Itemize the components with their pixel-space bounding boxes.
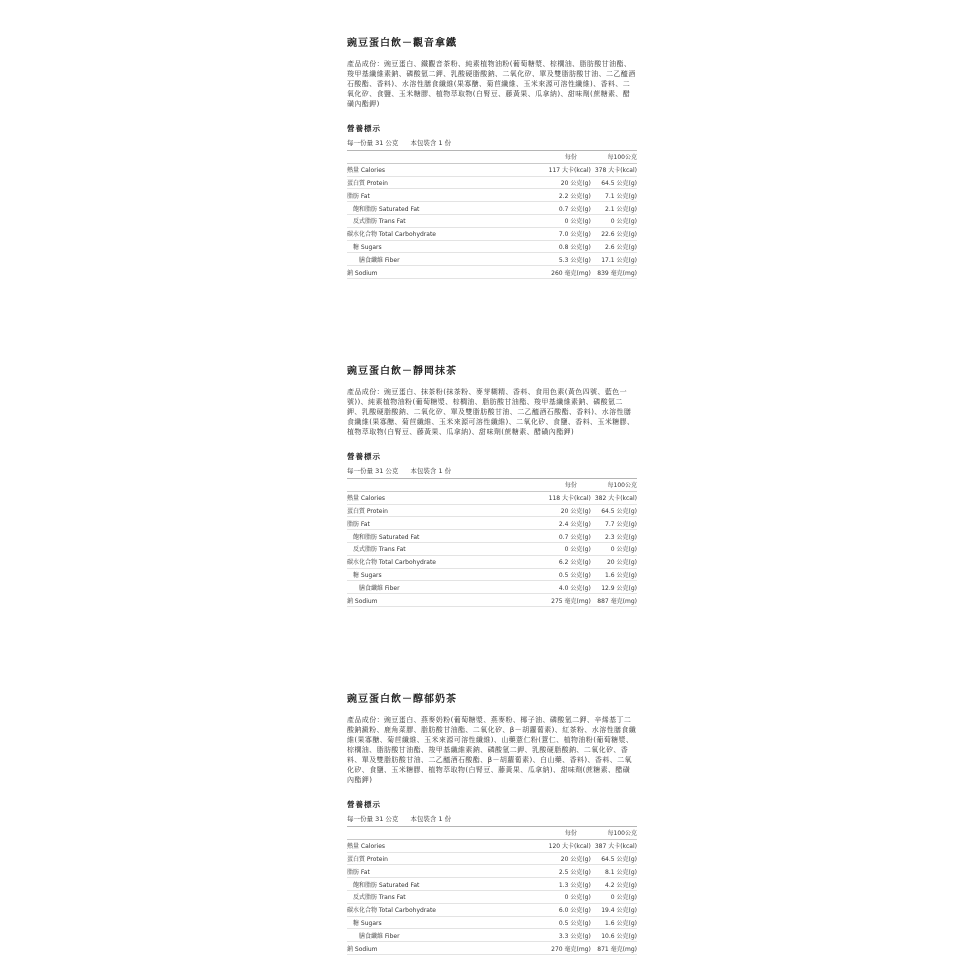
table-header-row — [347, 827, 637, 839]
row-per-serving: 4.0 公克(g) — [508, 581, 595, 594]
table-row-saturated-fat — [347, 202, 637, 215]
row-per-100g: 64.5 公克(g) — [595, 852, 637, 865]
serving-info — [347, 466, 637, 479]
row-per-100g: 19.4 公克(g) — [595, 903, 637, 916]
row-label: 碳水化合物 Total Carbohydrate — [347, 555, 508, 568]
row-per-100g: 0 公克(g) — [595, 214, 637, 227]
row-per-serving: 20 公克(g) — [508, 504, 595, 517]
row-label: 反式脂肪 Trans Fat — [347, 542, 508, 555]
product-title: 豌豆蛋白飲－靜岡抹茶 — [347, 366, 457, 377]
product-panel-milk-tea — [347, 690, 637, 955]
row-per-100g: 382 大卡(kcal) — [595, 491, 637, 504]
row-per-serving: 0 公克(g) — [508, 214, 595, 227]
row-per-100g: 2.3 公克(g) — [595, 530, 637, 543]
row-per-100g: 4.2 公克(g) — [595, 878, 637, 891]
row-label: 膳食纖維 Fiber — [347, 253, 508, 266]
table-row-fiber — [347, 581, 637, 594]
row-label: 反式脂肪 Trans Fat — [347, 214, 508, 227]
product-panel-guanyin-latte — [347, 34, 637, 279]
row-per-serving: 0.5 公克(g) — [508, 568, 595, 581]
row-per-100g: 8.1 公克(g) — [595, 865, 637, 878]
row-per-100g: 22.6 公克(g) — [595, 227, 637, 240]
col-header-per-serving: 每份 — [508, 151, 595, 163]
table-row-sugars — [347, 568, 637, 581]
nutrition-table — [347, 827, 637, 955]
serving-size: 每一份量 31 公克 — [347, 467, 399, 475]
row-per-serving: 0.7 公克(g) — [508, 530, 595, 543]
col-header-per-serving: 每份 — [508, 827, 595, 839]
row-per-serving: 1.3 公克(g) — [508, 878, 595, 891]
table-header-row — [347, 479, 637, 491]
table-row-carbohydrate — [347, 227, 637, 240]
row-per-serving: 2.2 公克(g) — [508, 189, 595, 202]
table-row-protein — [347, 852, 637, 865]
table-row-sodium — [347, 594, 637, 607]
row-per-serving: 5.3 公克(g) — [508, 253, 595, 266]
table-row-protein — [347, 504, 637, 517]
row-label: 飽和脂肪 Saturated Fat — [347, 202, 508, 215]
row-per-serving: 0.7 公克(g) — [508, 202, 595, 215]
ingredients-text: 產品成份：豌豆蛋白、抹茶粉(抹茶粉、麥芽糊精、香料、食用色素(黃色四號、藍色一號))、純素植物油粉(葡萄糖漿、棕櫚油、脂肪酸甘油酯、羧甲基纖維素鈉、磷酸氫二鉀、乳酸硬脂酸鈉、二氧化矽、單及雙脂肪酸甘油、二乙醯酒石酸酯、香料)、水溶性膳食纖維(果寡醣、菊苣纖維、玉米來源可溶性纖維)、二氧化矽、食鹽、香料、玉米糖膠、植物萃取物(白腎豆、藤黃果、瓜拿納)、甜味劑(蔗糖素、醋磺內酯鉀) — [347, 388, 635, 436]
row-per-100g: 1.6 公克(g) — [595, 568, 637, 581]
nutrition-table — [347, 151, 637, 279]
row-per-100g: 2.6 公克(g) — [595, 240, 637, 253]
row-per-serving: 6.2 公克(g) — [508, 555, 595, 568]
row-label: 蛋白質 Protein — [347, 504, 508, 517]
row-per-serving: 0.5 公克(g) — [508, 916, 595, 929]
table-row-saturated-fat — [347, 878, 637, 891]
serving-size: 每一份量 31 公克 — [347, 815, 399, 823]
row-per-serving: 117 大卡(kcal) — [508, 163, 595, 176]
row-label: 熱量 Calories — [347, 163, 508, 176]
row-per-100g: 0 公克(g) — [595, 890, 637, 903]
row-per-100g: 7.7 公克(g) — [595, 517, 637, 530]
row-per-100g: 0 公克(g) — [595, 542, 637, 555]
table-row-fat — [347, 517, 637, 530]
row-label: 脂肪 Fat — [347, 517, 508, 530]
table-row-trans-fat — [347, 542, 637, 555]
nutrition-table — [347, 479, 637, 607]
row-per-serving: 270 毫克(mg) — [508, 942, 595, 955]
ingredients-text: 產品成份：豌豆蛋白、燕麥奶粉(葡萄糖漿、燕麥粉、椰子油、磷酸氫二鉀、辛烯基丁二酸鈉澱粉、鹿角菜膠、脂肪酸甘油酯、二氧化矽、β－胡蘿蔔素)、紅茶粉、水溶性膳食纖維(果寡醣、菊苣纖維、玉米來源可溶性纖維)、山藥薏仁粉(薏仁、植物油粉(葡萄糖漿、棕櫚油、脂肪酸甘油酯、羧甲基纖維素鈉、磷酸氫二鉀、乳酸硬脂酸鈉、二氧化矽、香料、單及雙脂肪酸甘油、二乙醯酒石酸酯、β－胡蘿蔔素)、白山藥、香料)、香料、二氧化矽、食鹽、玉米糖膠、植物萃取物(白腎豆、藤黃果、瓜拿納)、甜味劑(蔗糖素、醋磺內酯鉀) — [347, 716, 637, 784]
row-per-100g: 387 大卡(kcal) — [595, 839, 637, 852]
row-per-serving: 20 公克(g) — [508, 852, 595, 865]
serving-info — [347, 138, 637, 151]
table-row-carbohydrate — [347, 903, 637, 916]
servings-per-pack: 本包裝含 1 份 — [410, 467, 452, 475]
table-row-sugars — [347, 240, 637, 253]
col-header-per-serving: 每份 — [508, 479, 595, 491]
row-label: 碳水化合物 Total Carbohydrate — [347, 227, 508, 240]
ingredients-text: 產品成份：豌豆蛋白、鐵觀音茶粉、純素植物油粉(葡萄糖漿、棕櫚油、脂肪酸甘油酯、羧甲基纖維素鈉、磷酸氫二鉀、乳酸硬脂酸鈉、二氧化矽、單及雙脂肪酸甘油、二乙醯酒石酸酯、香料)、水溶性膳食纖維(果寡醣、菊苣纖維、玉米來源可溶性纖維)、香料、二氧化矽、食鹽、玉米糖膠、植物萃取物(白腎豆、藤黃果、瓜拿納)、甜味劑(蔗糖素、醋磺內酯鉀) — [347, 60, 636, 108]
row-label: 脂肪 Fat — [347, 189, 508, 202]
row-per-serving: 2.4 公克(g) — [508, 517, 595, 530]
col-header-per-100g: 每100公克 — [595, 827, 637, 839]
row-label: 蛋白質 Protein — [347, 176, 508, 189]
row-per-serving: 120 大卡(kcal) — [508, 839, 595, 852]
row-label: 膳食纖維 Fiber — [347, 581, 508, 594]
table-row-carbohydrate — [347, 555, 637, 568]
row-per-serving: 6.0 公克(g) — [508, 903, 595, 916]
row-per-100g: 10.6 公克(g) — [595, 929, 637, 942]
row-label: 碳水化合物 Total Carbohydrate — [347, 903, 508, 916]
table-row-saturated-fat — [347, 530, 637, 543]
row-label: 膳食纖維 Fiber — [347, 929, 508, 942]
nutrition-heading: 營養標示 — [347, 124, 381, 133]
row-label: 糖 Sugars — [347, 568, 508, 581]
row-per-serving: 118 大卡(kcal) — [508, 491, 595, 504]
serving-info — [347, 814, 637, 827]
table-row-fat — [347, 865, 637, 878]
col-header-per-100g: 每100公克 — [595, 151, 637, 163]
row-per-serving: 2.5 公克(g) — [508, 865, 595, 878]
product-title: 豌豆蛋白飲－醇郁奶茶 — [347, 694, 457, 705]
table-row-fiber — [347, 253, 637, 266]
table-header-row — [347, 151, 637, 163]
table-row-calories — [347, 163, 637, 176]
row-label: 鈉 Sodium — [347, 594, 508, 607]
row-per-serving: 0 公克(g) — [508, 890, 595, 903]
row-per-serving: 20 公克(g) — [508, 176, 595, 189]
row-per-100g: 378 大卡(kcal) — [595, 163, 637, 176]
row-per-100g: 887 毫克(mg) — [595, 594, 637, 607]
table-row-trans-fat — [347, 890, 637, 903]
row-per-serving: 260 毫克(mg) — [508, 266, 595, 279]
serving-size: 每一份量 31 公克 — [347, 139, 399, 147]
row-label: 飽和脂肪 Saturated Fat — [347, 878, 508, 891]
row-label: 熱量 Calories — [347, 491, 508, 504]
row-label: 反式脂肪 Trans Fat — [347, 890, 508, 903]
row-per-100g: 64.5 公克(g) — [595, 504, 637, 517]
row-per-100g: 20 公克(g) — [595, 555, 637, 568]
row-per-100g: 839 毫克(mg) — [595, 266, 637, 279]
row-per-serving: 275 毫克(mg) — [508, 594, 595, 607]
row-label: 鈉 Sodium — [347, 266, 508, 279]
row-per-serving: 0 公克(g) — [508, 542, 595, 555]
row-per-serving: 3.3 公克(g) — [508, 929, 595, 942]
col-header-per-100g: 每100公克 — [595, 479, 637, 491]
product-panel-shizuoka-matcha — [347, 362, 637, 607]
row-per-100g: 17.1 公克(g) — [595, 253, 637, 266]
table-row-fiber — [347, 929, 637, 942]
row-label: 蛋白質 Protein — [347, 852, 508, 865]
nutrition-heading: 營養標示 — [347, 800, 381, 809]
table-row-sugars — [347, 916, 637, 929]
row-label: 鈉 Sodium — [347, 942, 508, 955]
table-row-fat — [347, 189, 637, 202]
row-per-100g: 12.9 公克(g) — [595, 581, 637, 594]
row-per-100g: 1.6 公克(g) — [595, 916, 637, 929]
row-per-100g: 2.1 公克(g) — [595, 202, 637, 215]
table-row-calories — [347, 839, 637, 852]
table-row-sodium — [347, 942, 637, 955]
row-label: 糖 Sugars — [347, 916, 508, 929]
servings-per-pack: 本包裝含 1 份 — [410, 139, 452, 147]
table-row-sodium — [347, 266, 637, 279]
row-label: 糖 Sugars — [347, 240, 508, 253]
nutrition-heading: 營養標示 — [347, 452, 381, 461]
row-label: 飽和脂肪 Saturated Fat — [347, 530, 508, 543]
row-per-100g: 871 毫克(mg) — [595, 942, 637, 955]
table-row-trans-fat — [347, 214, 637, 227]
table-row-calories — [347, 491, 637, 504]
table-row-protein — [347, 176, 637, 189]
product-title: 豌豆蛋白飲－觀音拿鐵 — [347, 38, 457, 49]
row-per-100g: 7.1 公克(g) — [595, 189, 637, 202]
servings-per-pack: 本包裝含 1 份 — [410, 815, 452, 823]
row-per-serving: 0.8 公克(g) — [508, 240, 595, 253]
row-label: 熱量 Calories — [347, 839, 508, 852]
row-per-100g: 64.5 公克(g) — [595, 176, 637, 189]
row-label: 脂肪 Fat — [347, 865, 508, 878]
row-per-serving: 7.0 公克(g) — [508, 227, 595, 240]
